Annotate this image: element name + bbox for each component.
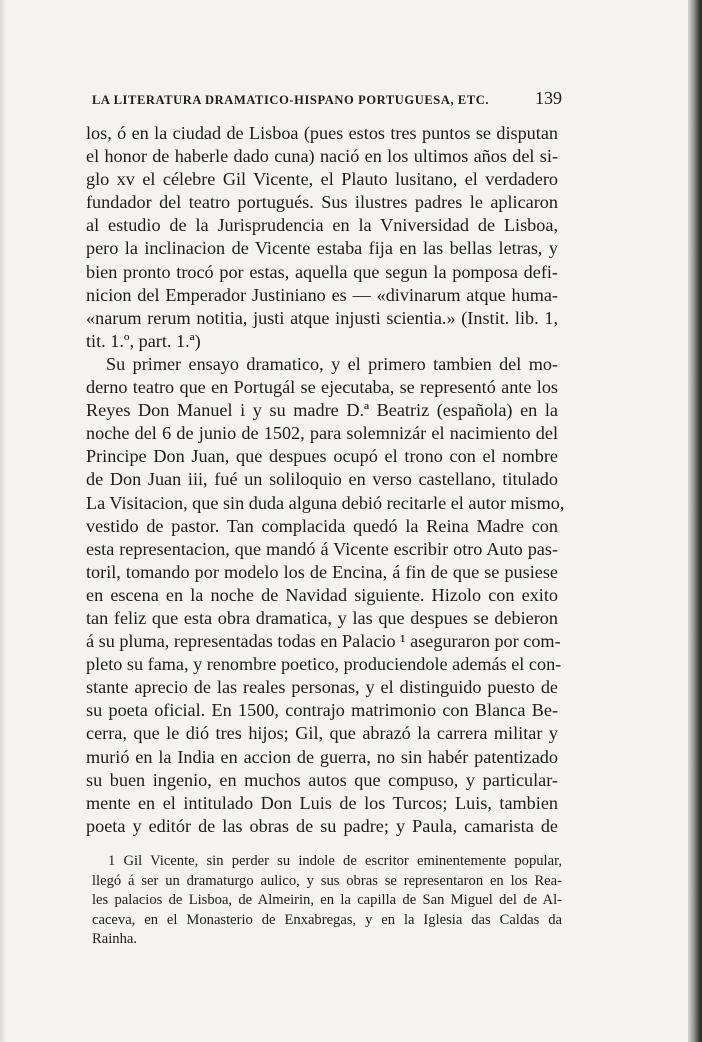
body-line: pero la inclinacion de Vicente estaba fija en las bellas letras, y (86, 238, 558, 259)
body-line: toril, tomando por modelo los de Encina, á fin de que se pusiese (86, 561, 558, 582)
body-line: tan feliz que esta obra dramatica, y las que despues se debieron (86, 607, 558, 628)
book-page-edge (688, 0, 702, 1042)
footnote-line: Rainha. (92, 931, 137, 948)
body-line: Principe Don Juan, que despues ocupó el trono con el nombre (86, 446, 558, 467)
body-line: en escena en la noche de Navidad siguiente. Hizolo con exito (86, 584, 558, 605)
page-number: 139 (535, 88, 562, 108)
body-line: «narum rerum notitia, justi atque injusti scientia.» (Instit. lib. 1, (86, 307, 558, 328)
body-text (86, 122, 565, 838)
footnote-line: llegó á ser un dramaturgo aulico, y sus obras se representaron en los Rea- (92, 872, 562, 889)
footnote-line: 1 Gil Vicente, sin perder su indole de escritor eminentemente popular, (108, 853, 562, 869)
body-line: murió en la India en accion de guerra, no sin habér patentizado (86, 746, 558, 767)
footnote-line: les palacios de Lisboa, de Almeirin, en la capilla de San Miguel del de Al- (92, 892, 562, 909)
body-line: cerra, que le dió tres hijos; Gil, que abrazó la carrera militar y (86, 723, 558, 744)
body-line: pleto su fama, y renombre poetico, produciendole además el con- (86, 654, 562, 675)
body-line: Su primer ensayo dramatico, y el primero tambien del mo- (106, 353, 558, 374)
body-line: los, ó en la ciudad de Lisboa (pues estos tres puntos se disputan (86, 123, 558, 143)
running-title: LA LITERATURA DRAMATICO-HISPANO PORTUGUESA, ETC. (92, 93, 490, 107)
body-line: fundador del teatro portugués. Sus ilustres padres le aplicaron (86, 192, 558, 213)
body-line: á su pluma, representadas todas en Palacio ¹ aseguraron por com- (86, 631, 561, 652)
body-line: mente en el intitulado Don Luis de los Turcos; Luis, tambien (86, 792, 558, 813)
body-line: stante aprecio de las reales personas, y el distinguido puesto de (86, 677, 558, 698)
footnote-line: caceva, en el Monasterio de Enxabregas, y en la Iglesia das Caldas da (92, 911, 562, 928)
body-line: al estudio de la Jurisprudencia en la Vniversidad de Lisboa, (86, 215, 558, 236)
footnote (92, 852, 562, 950)
body-line: La Visitacion, que sin duda alguna debió recitarle el autor mismo, (86, 492, 565, 513)
body-line: su buen ingenio, en muchos autos que compuso, y particular- (86, 769, 558, 790)
page-left-shadow (0, 0, 6, 1042)
body-line: su poeta oficial. En 1500, contrajo matrimonio con Blanca Be- (86, 700, 558, 721)
body-line: tit. 1.º, part. 1.ª) (86, 330, 201, 351)
body-line: noche del 6 de junio de 1502, para solemnizár el nacimiento del (86, 423, 558, 444)
body-line: poeta y editór de las obras de su padre; y Paula, camarista de (86, 815, 558, 836)
body-line: el honor de haberle dado cuna) nació en los ultimos años del si- (86, 146, 558, 167)
body-line: Reyes Don Manuel i y su madre D.ª Beatriz (española) en la (86, 400, 558, 421)
body-line: bien pronto trocó por estas, aquella que segun la pomposa defi- (86, 261, 558, 282)
body-line: vestido de pastor. Tan complacida quedó la Reina Madre con (86, 515, 558, 536)
body-line: glo xv el célebre Gil Vicente, el Plauto lusitano, el verdadero (86, 169, 558, 190)
body-line: esta representacion, que mandó á Vicente escribir otro Auto pas- (86, 538, 558, 559)
running-head (92, 90, 562, 112)
body-line: de Don Juan iii, fué un soliloquio en verso castellano, titulado (86, 469, 558, 490)
body-line: derno teatro que en Portugál se ejecutaba, se representó ante los (86, 377, 558, 398)
body-line: nicion del Emperador Justiniano es — «divinarum atque huma- (86, 284, 558, 305)
